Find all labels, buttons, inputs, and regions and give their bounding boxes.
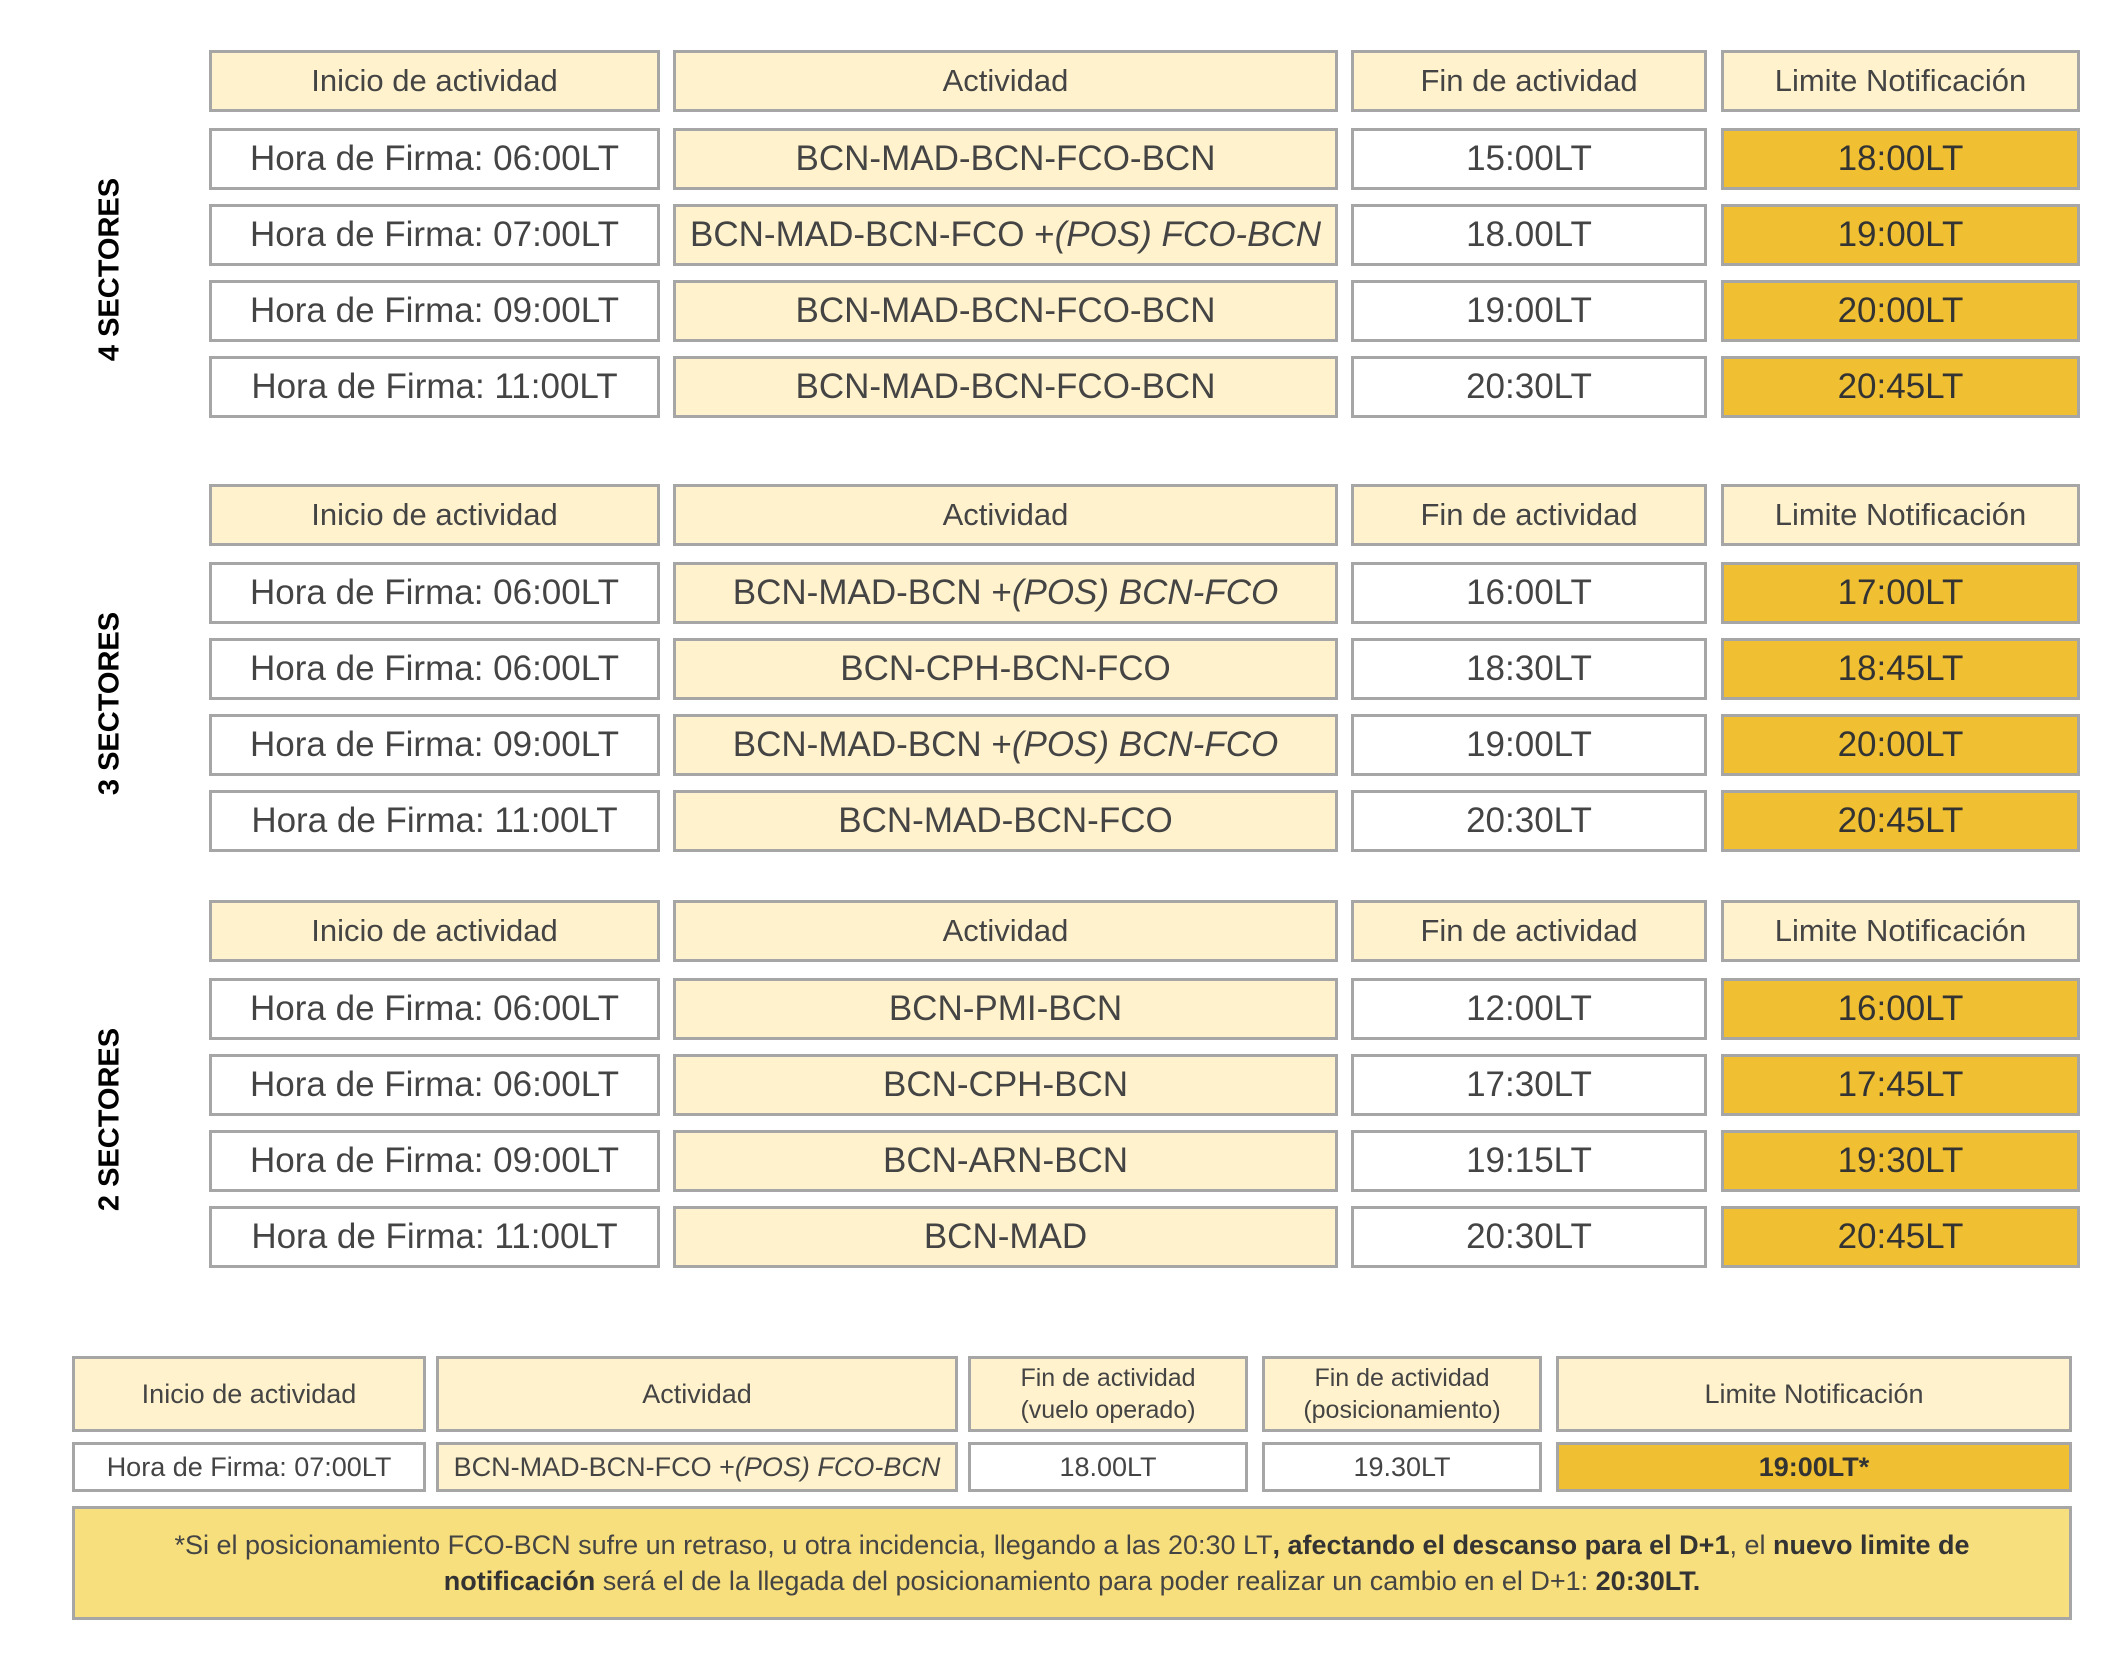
- special-cell-start: Hora de Firma: 07:00LT: [72, 1442, 426, 1492]
- header-end: Fin de actividad: [1351, 900, 1707, 962]
- cell-activity: BCN-PMI-BCN: [673, 978, 1338, 1040]
- cell-limit: 17:00LT: [1721, 562, 2080, 624]
- cell-limit: 18:00LT: [1721, 128, 2080, 190]
- cell-start: Hora de Firma: 07:00LT: [209, 204, 660, 266]
- cell-activity: BCN-CPH-BCN: [673, 1054, 1338, 1116]
- cell-limit: 20:45LT: [1721, 356, 2080, 418]
- cell-end: 16:00LT: [1351, 562, 1707, 624]
- cell-start: Hora de Firma: 06:00LT: [209, 128, 660, 190]
- header-limit: Limite Notificación: [1721, 900, 2080, 962]
- special-header-start: Inicio de actividad: [72, 1356, 426, 1432]
- header-activity: Actividad: [673, 484, 1338, 546]
- cell-start: Hora de Firma: 06:00LT: [209, 638, 660, 700]
- sector-label: 4 SECTORES: [93, 177, 126, 362]
- cell-limit: 17:45LT: [1721, 1054, 2080, 1116]
- special-cell-end-flight: 18.00LT: [968, 1442, 1248, 1492]
- special-header-end-flight: Fin de actividad (vuelo operado): [968, 1356, 1248, 1432]
- cell-end: 19:00LT: [1351, 280, 1707, 342]
- header-start: Inicio de actividad: [209, 900, 660, 962]
- header-end: Fin de actividad: [1351, 50, 1707, 112]
- cell-limit: 20:45LT: [1721, 790, 2080, 852]
- cell-activity: BCN-MAD-BCN-FCO-BCN: [673, 356, 1338, 418]
- cell-end: 17:30LT: [1351, 1054, 1707, 1116]
- footnote-box: [72, 1506, 2072, 1620]
- cell-activity: BCN-CPH-BCN-FCO: [673, 638, 1338, 700]
- cell-limit: 19:30LT: [1721, 1130, 2080, 1192]
- cell-start: Hora de Firma: 09:00LT: [209, 714, 660, 776]
- cell-activity: BCN-ARN-BCN: [673, 1130, 1338, 1192]
- header-end: Fin de actividad: [1351, 484, 1707, 546]
- cell-end: 19:15LT: [1351, 1130, 1707, 1192]
- cell-activity: BCN-MAD: [673, 1206, 1338, 1268]
- cell-limit: 20:00LT: [1721, 714, 2080, 776]
- cell-limit: 20:00LT: [1721, 280, 2080, 342]
- header-start: Inicio de actividad: [209, 484, 660, 546]
- cell-activity: BCN-MAD-BCN + (POS) BCN-FCO: [673, 562, 1338, 624]
- header-limit: Limite Notificación: [1721, 50, 2080, 112]
- cell-end: 12:00LT: [1351, 978, 1707, 1040]
- cell-activity: BCN-MAD-BCN-FCO-BCN: [673, 128, 1338, 190]
- cell-activity: BCN-MAD-BCN + (POS) BCN-FCO: [673, 714, 1338, 776]
- cell-end: 19:00LT: [1351, 714, 1707, 776]
- cell-end: 20:30LT: [1351, 1206, 1707, 1268]
- special-cell-activity: BCN-MAD-BCN-FCO + (POS) FCO-BCN: [436, 1442, 958, 1492]
- special-header-limit: Limite Notificación: [1556, 1356, 2072, 1432]
- header-limit: Limite Notificación: [1721, 484, 2080, 546]
- header-start: Inicio de actividad: [209, 50, 660, 112]
- cell-start: Hora de Firma: 06:00LT: [209, 562, 660, 624]
- cell-activity: BCN-MAD-BCN-FCO: [673, 790, 1338, 852]
- sector-label: 3 SECTORES: [93, 611, 126, 796]
- cell-start: Hora de Firma: 09:00LT: [209, 1130, 660, 1192]
- cell-activity: BCN-MAD-BCN-FCO + (POS) FCO-BCN: [673, 204, 1338, 266]
- cell-start: Hora de Firma: 06:00LT: [209, 978, 660, 1040]
- cell-end: 20:30LT: [1351, 790, 1707, 852]
- cell-limit: 20:45LT: [1721, 1206, 2080, 1268]
- footnote-text: *Si el posicionamiento FCO-BCN sufre un retraso, u otra incidencia, llegando a las 20:30 LT, afectando el descanso para el D+1, el nuevo limite de notificación será el de la llegada del posicionamiento para poder realizar un cambio en el D+1: 20:30LT.: [174, 1530, 1970, 1596]
- cell-start: Hora de Firma: 11:00LT: [209, 1206, 660, 1268]
- cell-limit: 19:00LT: [1721, 204, 2080, 266]
- special-header-end-pos: Fin de actividad (posicionamiento): [1262, 1356, 1542, 1432]
- header-activity: Actividad: [673, 900, 1338, 962]
- cell-start: Hora de Firma: 11:00LT: [209, 790, 660, 852]
- header-activity: Actividad: [673, 50, 1338, 112]
- cell-start: Hora de Firma: 09:00LT: [209, 280, 660, 342]
- sector-label: 2 SECTORES: [93, 1027, 126, 1212]
- cell-end: 18:30LT: [1351, 638, 1707, 700]
- cell-start: Hora de Firma: 06:00LT: [209, 1054, 660, 1116]
- cell-end: 15:00LT: [1351, 128, 1707, 190]
- special-cell-limit: 19:00LT*: [1556, 1442, 2072, 1492]
- cell-end: 20:30LT: [1351, 356, 1707, 418]
- special-header-activity: Actividad: [436, 1356, 958, 1432]
- cell-end: 18.00LT: [1351, 204, 1707, 266]
- cell-start: Hora de Firma: 11:00LT: [209, 356, 660, 418]
- cell-activity: BCN-MAD-BCN-FCO-BCN: [673, 280, 1338, 342]
- cell-limit: 16:00LT: [1721, 978, 2080, 1040]
- cell-limit: 18:45LT: [1721, 638, 2080, 700]
- special-cell-end-pos: 19.30LT: [1262, 1442, 1542, 1492]
